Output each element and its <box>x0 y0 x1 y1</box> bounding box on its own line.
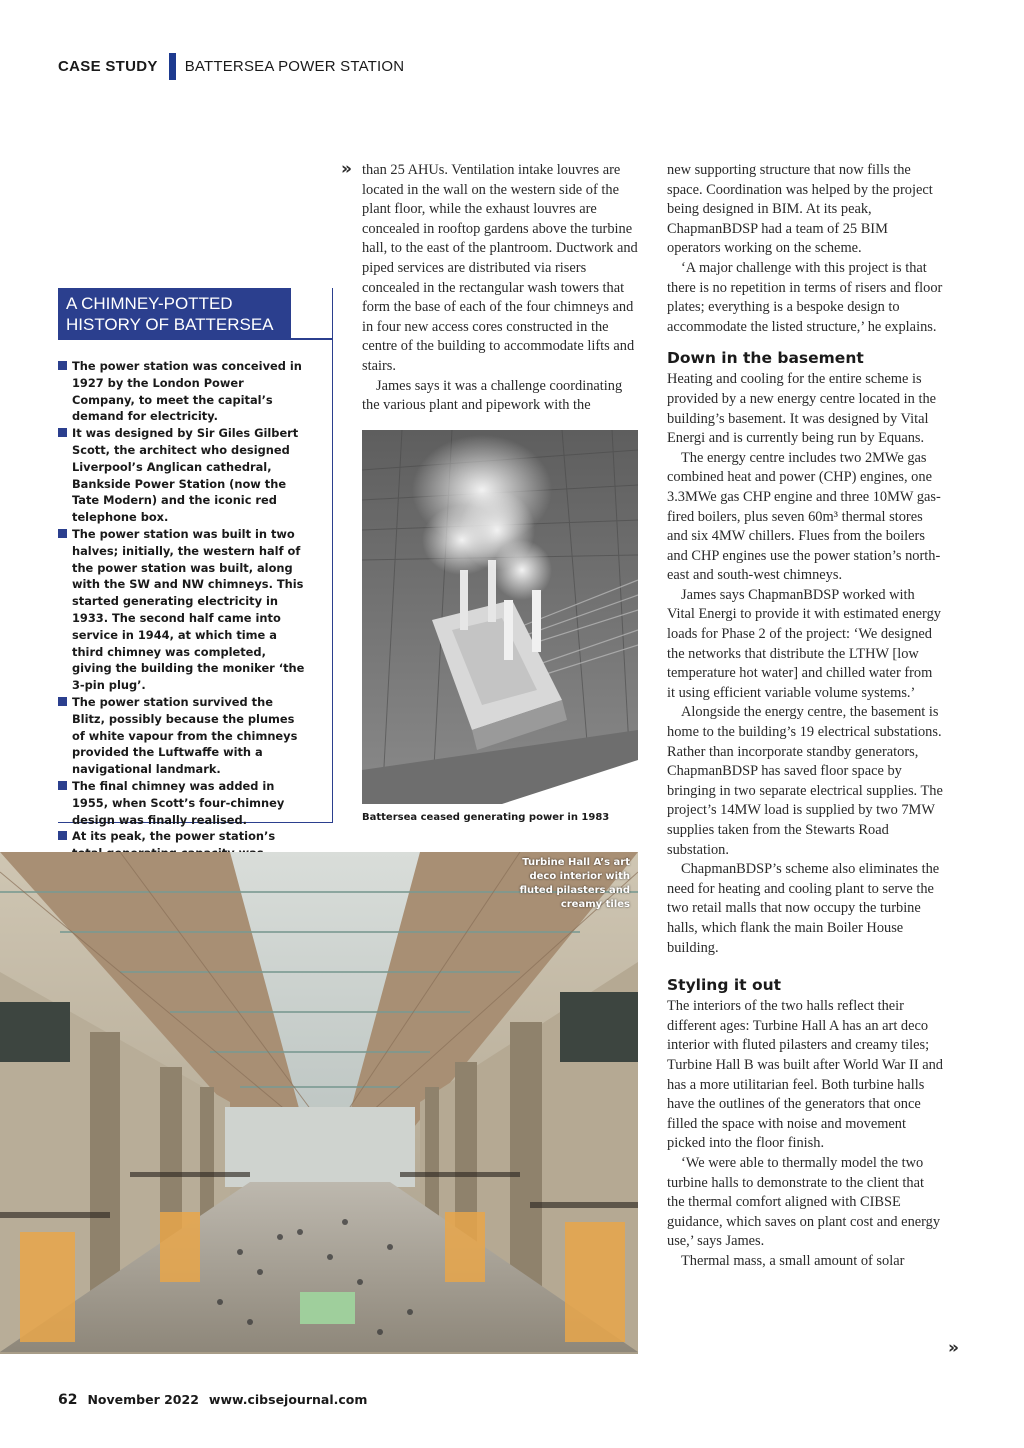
sidebar-title: A CHIMNEY-POTTED HISTORY OF BATTERSEA <box>58 288 291 338</box>
body-paragraph: The energy centre includes two 2MWe gas combined heat and power (CHP) engines, one 3.3MWe gas CHP engine and three 10MW gas-fired boilers, plus seven 60m³ thermal stores and six 4MW chillers. Flues from the boilers and CHP engines use the power station’s north-east and south-west chimneys. <box>667 449 941 584</box>
continue-to-icon: » <box>948 1338 959 1358</box>
website-url: www.cibsejournal.com <box>208 1392 368 1407</box>
sidebar-list-item: The final chimney was added in 1955, when Scott’s four-chimney design was finally realised. <box>58 778 308 828</box>
body-paragraph: ChapmanBDSP’s scheme also eliminates the need for heating and cooling plant to serve the two retail malls that now occupy the turbine halls, which flank the main Boiler House building. <box>667 861 940 956</box>
section-heading: Down in the basement <box>667 349 864 368</box>
continue-from-icon: » <box>341 159 352 179</box>
photo-caption: Battersea ceased generating power in 1983 <box>362 812 610 823</box>
issue-date: November 2022 <box>87 1392 199 1407</box>
photo-caption-overlay: Turbine Hall A’s art deco interior with fluted pilasters and creamy tiles <box>519 857 630 910</box>
body-paragraph: ‘A major challenge with this project is that there is no repetition in terms of risers and floor plates; everything is a bespoke design to accommodate the listed structure,’ he explains. <box>667 259 943 335</box>
body-paragraph: than 25 AHUs. Ventilation intake louvres are located in the wall on the western side of the plant floor, while the exhaust louvres are concealed in rooftop gardens above the turbine hall, to the east of the plantroom. Ductwork and piped services are distributed via risers concealed in the rectangular wash towers that form the base of each of the four chimneys and in four new access cores constructed in the centre of the building to accommodate lifts and stairs. <box>362 162 638 374</box>
section-heading: Styling it out <box>667 976 782 995</box>
body-paragraph: Thermal mass, a small amount of solar <box>681 1252 905 1269</box>
page-footer <box>58 1392 367 1408</box>
square-bullet-icon <box>58 697 67 706</box>
header-divider-bar <box>169 53 176 80</box>
history-sidebar <box>58 288 333 844</box>
sidebar-list <box>58 358 308 912</box>
page-number: 62 <box>58 1392 78 1408</box>
square-bullet-icon <box>58 781 67 790</box>
sidebar-list-item: At its peak, the power station’s <box>58 828 308 878</box>
body-paragraph: Heating and cooling for the entire scheme is provided by a new energy centre located in the building’s basement. It was designed by Vital Energi and is currently being run by Equans. <box>667 371 937 447</box>
aerial-photo-illustration <box>362 430 638 804</box>
header-section: BATTERSEA POWER STATION <box>184 57 405 75</box>
running-header <box>58 52 404 80</box>
sidebar-list-item: The power station was conceived in 1927 by the London Power Company, to meet the capital’s demand for electricity. <box>58 358 308 425</box>
sidebar-list-item: The power station survived the Blitz, possibly because the plumes of white vapour from the chimneys provided the Luftwaffe with a navigational landmark. <box>58 694 308 778</box>
body-paragraph: new supporting structure that now fills the space. Coordination was helped by the project being designed in BIM. At its peak, ChapmanBDSP had a team of 25 BIM operators working on the scheme. <box>667 162 933 257</box>
body-paragraph: James says it was a challenge coordinating the various plant and pipework with the <box>362 377 623 414</box>
square-bullet-icon <box>58 529 67 538</box>
header-label: CASE STUDY <box>58 57 158 75</box>
square-bullet-icon <box>58 361 67 370</box>
sidebar-rule <box>58 338 332 340</box>
sidebar-list-item: The power station was built in two halves; initially, the western half of the power station was built, along with the SW and NW chimneys. This started generating electricity in 1933. The second half came into service in 1944, at which time a third chimney was completed, giving the building the moniker ‘the 3-pin plug’. <box>58 526 308 694</box>
square-bullet-icon <box>58 428 67 437</box>
body-paragraph: ‘We were able to thermally model the two turbine halls to demonstrate to the client that the thermal comfort aligned with CIBSE guidance, which saves on plant cost and energy use,’ says James. <box>667 1154 941 1250</box>
turbine-hall-illustration <box>0 852 638 1354</box>
body-paragraph: Alongside the energy centre, the basement is home to the building’s 19 electrical substations. Rather than incorporate standby generators, ChapmanBDSP has saved floor space by bringing in two separate electrical supplies. The project’s 14MW load is supplied by two 7MW supplies taken from the Stewarts Road substation. <box>667 704 943 858</box>
square-bullet-icon <box>58 831 67 840</box>
article-column-right <box>667 161 943 1271</box>
turbine-hall-photo <box>0 852 638 1354</box>
body-paragraph: The interiors of the two halls reflect their different ages: Turbine Hall A has an art deco interior with fluted pilasters and creamy tiles; Turbine Hall B was built after World War II and has a more utilitarian feel. Both turbine halls have the outlines of the generators that once filled the space with noise and movement picked into the floor finish. <box>667 998 943 1152</box>
historic-aerial-photo <box>362 430 638 804</box>
body-paragraph: James says ChapmanBDSP worked with Vital Energi to provide it with estimated energy loads for Phase 2 of the project: ‘We designed the networks that distribute the LTHW [low temperature hot water] and chilled water from it using efficient variable volume systems.’ <box>667 586 941 701</box>
sidebar-list-item: It was designed by Sir Giles Gilbert Scott, the architect who designed Liverpool’s Anglican cathedral, Bankside Power Station (now the Tate Modern) and the iconic red telephone box. <box>58 425 308 526</box>
article-column-middle <box>362 161 638 416</box>
